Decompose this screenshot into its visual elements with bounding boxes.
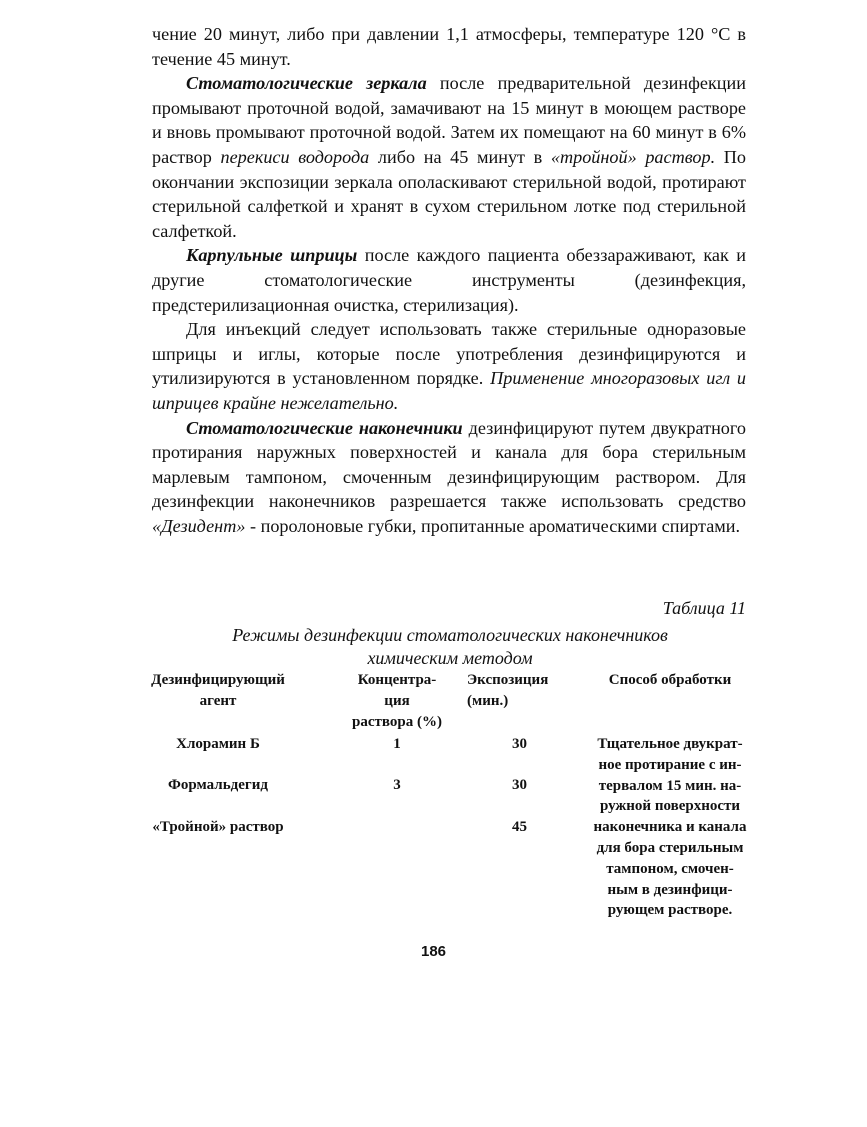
table-row-agent: Хлорамин Б	[176, 736, 260, 752]
term-dental-handpieces: Стоматологические наконечники	[186, 417, 463, 438]
header-exposure: Экспозиция (мин.)	[467, 672, 549, 709]
table-title	[150, 624, 750, 670]
paragraph-injections: Для инъекций следует использовать также стерильные одноразовые шприцы и иглы, которые после употребления дезинфицируются и утилизируются в установленном порядке. Применение многоразовых игл и шприцев крайне нежелательно.	[152, 319, 747, 413]
term-carpule-syringes: Карпульные шприцы	[186, 245, 358, 266]
table-title-line-2: химическим методом	[367, 648, 533, 668]
table-row-exposure: 30	[512, 777, 527, 793]
method-description: Тщательное двукрат- ное протирание с ин- тервалом 15 мин. на- ружной поверхности наконечника и канала для бора стерильным тампоном, смочен- ным в дезинфици- рующем растворе.	[593, 736, 747, 919]
table-row-agent: «Тройной» раствор	[152, 819, 284, 835]
paragraph-handpieces: Стоматологические наконечники дезинфицируют путем двукратного протирания наружных поверхностей и канала для бора стерильным марлевым тампоном, смоченным дезинфицирующим раствором. Для дезинфекции наконечников разрешается также использовать средство «Дезидент» - поролоновые губки, пропитанные ароматическими спиртами.	[152, 417, 746, 536]
table-row-exposure: 45	[512, 819, 527, 835]
table-row-agent: Формальдегид	[168, 777, 268, 793]
term-dental-mirrors: Стоматологические зеркала	[186, 73, 427, 94]
header-concentration: Концентра- ция раствора (%)	[352, 672, 442, 730]
paragraph-sterilization-end: чение 20 минут, либо при давлении 1,1 атмосферы, температуре 120 °С в течение 45 минут.	[152, 24, 746, 69]
paragraph-dental-mirrors: Стоматологические зеркала после предварительной дезинфекции промывают проточной водой, замачивают на 15 минут в моющем растворе и вновь промывают проточной водой. Затем их помещают на 60 минут в 6% раствор перекиси водорода либо на 45 минут в «тройной» раствор. По окончании экспозиции зеркала ополаскивают стерильной водой, протирают стерильной салфеткой и хранят в сухом стерильном лотке под стерильной салфеткой.	[152, 73, 746, 241]
table-title-line-1: Режимы дезинфекции стоматологических наконечников	[232, 625, 668, 645]
table-row-exposure: 30	[512, 736, 527, 752]
body-text	[152, 22, 746, 538]
table-row-concentration: 1	[393, 736, 401, 752]
header-agent: Дезинфицирующий агент	[151, 672, 285, 709]
table-label: Таблица 11	[662, 598, 746, 618]
header-method: Способ обработки	[608, 672, 732, 688]
table-row-concentration: 3	[393, 777, 401, 793]
paragraph-carpule-syringes: Карпульные шприцы после каждого пациента обеззараживают, как и другие стоматологические инструменты (дезинфекция, предстерилизационная очистка, стерилизация).	[152, 245, 746, 315]
page-number: 186	[420, 943, 447, 960]
